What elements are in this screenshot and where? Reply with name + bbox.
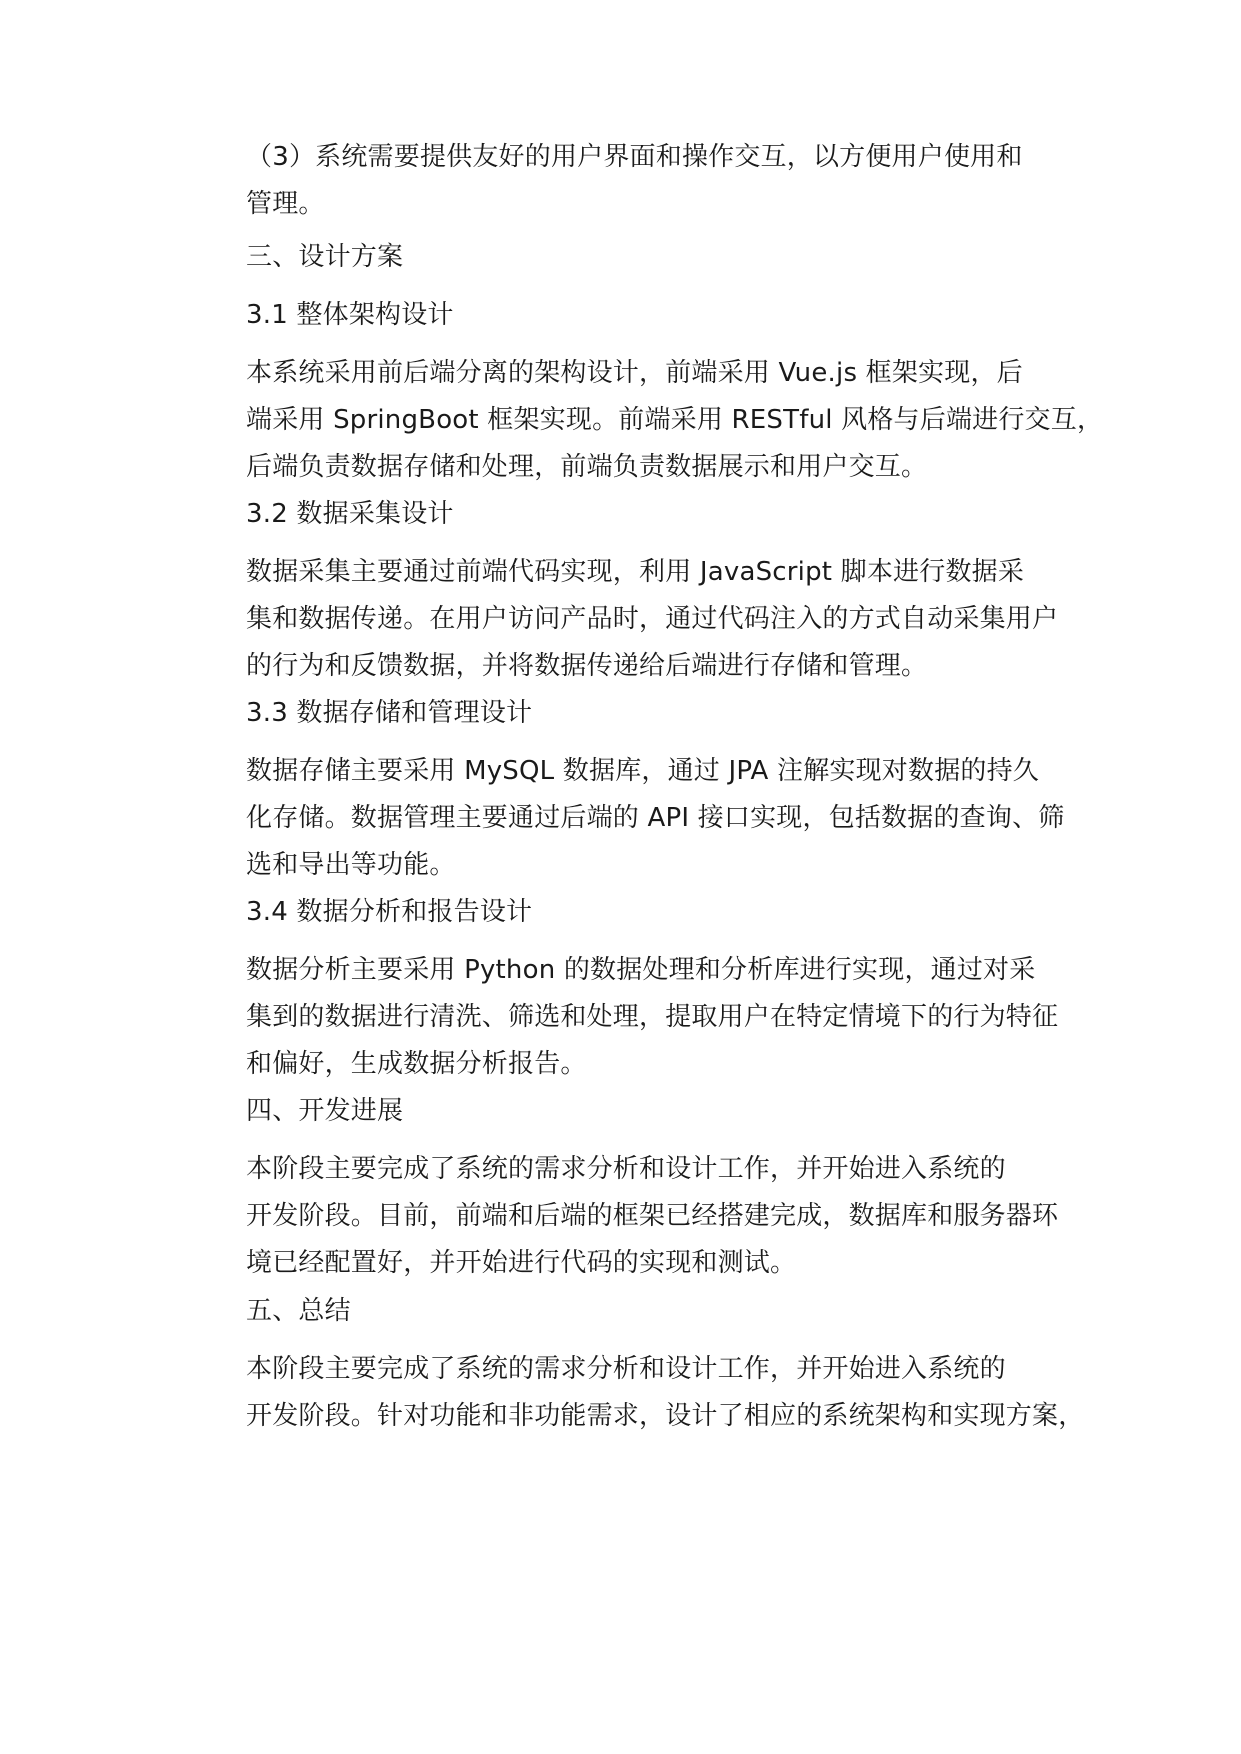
section-heading-summary: 五、总结 <box>246 1296 351 1326</box>
text-line: 集和数据传递。在用户访问产品时，通过代码注入的方式自动采集用户 <box>246 604 1059 634</box>
text-line: 开发阶段。目前，前端和后端的框架已经搭建完成，数据库和服务器环 <box>246 1201 1059 1231</box>
text-line: 数据采集主要通过前端代码实现，利用 JavaScript 脚本进行数据采 <box>246 557 1025 587</box>
text-line: 管理。 <box>246 189 325 219</box>
text-line: 的行为和反馈数据，并将数据传递给后端进行存储和管理。 <box>246 651 928 681</box>
section-heading-design: 三、设计方案 <box>246 242 404 272</box>
text-line: 后端负责数据存储和处理，前端负责数据展示和用户交互。 <box>246 452 928 482</box>
paragraph-summary <box>187 1346 1087 1440</box>
subheading-architecture: 3.1 整体架构设计 <box>246 300 454 330</box>
text-line: 本系统采用前后端分离的架构设计，前端采用 Vue.js 框架实现，后 <box>246 358 1023 388</box>
text-line: 化存储。数据管理主要通过后端的 API 接口实现，包括数据的查询、筛 <box>246 803 1065 833</box>
text-line: 端采用 SpringBoot 框架实现。前端采用 RESTful 风格与后端进行交互， <box>246 405 1104 435</box>
paragraph-data-storage <box>187 748 1087 889</box>
text-line: 开发阶段。针对功能和非功能需求，设计了相应的系统架构和实现方案， <box>246 1401 1085 1431</box>
text-line: 数据分析主要采用 Python 的数据处理和分析库进行实现，通过对采 <box>246 955 1036 985</box>
text-line: 选和导出等功能。 <box>246 850 456 880</box>
section-heading-progress: 四、开发进展 <box>246 1096 404 1126</box>
paragraph-architecture <box>187 350 1104 491</box>
subheading-data-collection: 3.2 数据采集设计 <box>246 499 454 529</box>
text-line: 数据存储主要采用 MySQL 数据库，通过 JPA 注解实现对数据的持久 <box>246 756 1040 786</box>
paragraph-data-analysis <box>187 947 1087 1088</box>
text-line: 集到的数据进行清洗、筛选和处理，提取用户在特定情境下的行为特征 <box>246 1002 1059 1032</box>
text-line: 和偏好，生成数据分析报告。 <box>246 1049 587 1079</box>
text-line: 本阶段主要完成了系统的需求分析和设计工作，并开始进入系统的 <box>246 1154 1006 1184</box>
paragraph-data-collection <box>187 549 1087 690</box>
subheading-data-analysis: 3.4 数据分析和报告设计 <box>246 897 533 927</box>
paragraph-requirement-3 <box>187 134 1087 228</box>
subheading-data-storage: 3.3 数据存储和管理设计 <box>246 698 533 728</box>
text-line: 本阶段主要完成了系统的需求分析和设计工作，并开始进入系统的 <box>246 1354 1006 1384</box>
text-line: （3）系统需要提供友好的用户界面和操作交互，以方便用户使用和 <box>246 142 1023 172</box>
paragraph-progress <box>187 1146 1087 1287</box>
text-line: 境已经配置好，并开始进行代码的实现和测试。 <box>246 1248 797 1278</box>
